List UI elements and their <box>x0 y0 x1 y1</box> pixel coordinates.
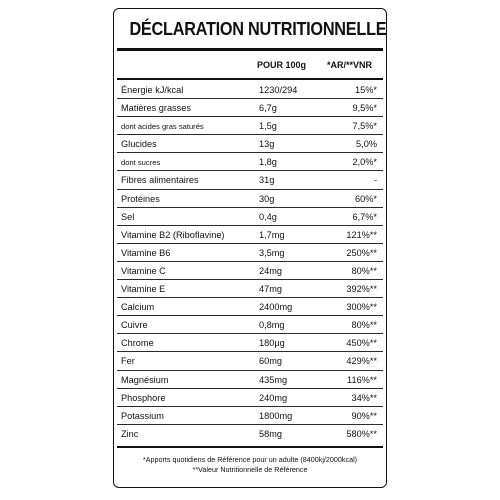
nutrient-reference-percent: 80%** <box>351 320 377 331</box>
table-row <box>117 280 383 298</box>
title-divider <box>117 48 383 51</box>
nutrient-name: Énergie kJ/kcal <box>121 85 184 95</box>
nutrient-name: dont acides gras saturés <box>121 122 204 132</box>
nutrient-value: 30g <box>259 193 275 204</box>
nutrient-reference-percent: 450%** <box>346 338 377 349</box>
footnote-nutrient-reference: **Valeur Nutritionnelle de Référence <box>192 465 308 474</box>
nutrient-reference-percent: 90%** <box>351 410 377 421</box>
table-row <box>117 371 383 389</box>
nutrient-name: Cuivre <box>121 320 148 331</box>
footnote-reference-intake: *Apports quotidiens de Référence pour un adulte (8400kj/2000kcal) <box>142 455 358 464</box>
nutrient-name: Calcium <box>121 302 155 313</box>
column-header-reference: *AR/**VNR <box>327 60 373 70</box>
nutrient-reference-percent: - <box>373 175 377 186</box>
table-row <box>117 226 383 244</box>
table-row <box>117 153 383 171</box>
nutrient-name: dont sucres <box>121 158 161 168</box>
table-row <box>117 99 383 117</box>
nutrient-reference-percent: 392%** <box>346 284 377 295</box>
nutrient-value: 6,7g <box>259 103 277 114</box>
nutrient-value: 31g <box>259 175 275 186</box>
nutrient-value: 24mg <box>259 265 282 276</box>
footer-divider <box>117 446 383 448</box>
nutrient-value: 13g <box>259 139 275 150</box>
nutrient-value: 240mg <box>259 392 288 403</box>
table-row <box>117 352 383 370</box>
nutrient-reference-percent: 6,7%* <box>352 211 377 222</box>
nutrient-reference-percent: 300%** <box>346 302 377 313</box>
nutrient-value: 180µg <box>259 338 285 349</box>
nutrient-reference-percent: 7,5%* <box>352 121 377 132</box>
nutrient-name: Fer <box>121 356 135 367</box>
table-row <box>117 407 383 425</box>
nutrient-name: Magnésium <box>121 374 169 385</box>
nutrient-value: 1230/294 <box>259 85 298 95</box>
nutrient-reference-percent: 429%** <box>346 356 377 367</box>
nutrient-name: Potassium <box>121 410 164 421</box>
nutrient-value: 1,7mg <box>259 229 285 240</box>
nutrient-value: 1800mg <box>259 410 293 421</box>
nutrient-value: 60mg <box>259 356 282 367</box>
nutrient-value: 3,5mg <box>259 247 285 258</box>
nutrient-value: 0,8mg <box>259 320 285 331</box>
nutrient-reference-percent: 34%** <box>351 392 377 403</box>
table-row <box>117 316 383 334</box>
nutrient-reference-percent: 5,0% <box>356 139 377 150</box>
nutrient-value: 47mg <box>259 284 282 295</box>
nutrient-reference-percent: 2,0%* <box>352 157 377 168</box>
nutrient-value: 0,4g <box>259 211 277 222</box>
nutrient-name: Protéines <box>121 193 160 204</box>
nutrient-reference-percent: 80%** <box>351 265 377 276</box>
table-row <box>117 425 383 443</box>
nutrient-reference-percent: 116%** <box>347 374 377 385</box>
nutrient-value: 58mg <box>259 428 282 439</box>
nutrient-reference-percent: 250%** <box>346 247 377 258</box>
nutrient-name: Vitamine C <box>121 265 166 276</box>
table-row <box>117 208 383 226</box>
column-header-per-100g: POUR 100g <box>257 60 307 70</box>
nutrient-reference-percent: 580%** <box>346 428 377 439</box>
nutrition-table <box>117 81 383 443</box>
nutrient-name: Vitamine B6 <box>121 247 171 258</box>
nutrient-reference-percent: 15%* <box>355 85 377 95</box>
table-row <box>117 117 383 135</box>
table-row <box>117 389 383 407</box>
table-row <box>117 262 383 280</box>
nutrient-name: Zinc <box>121 428 139 439</box>
nutrient-name: Fibres alimentaires <box>121 175 199 186</box>
nutrient-value: 2400mg <box>259 302 293 313</box>
table-row <box>117 298 383 316</box>
table-row <box>117 190 383 208</box>
nutrient-reference-percent: 121%** <box>346 229 377 240</box>
nutrient-name: Vitamine B2 (Riboflavine) <box>121 229 225 240</box>
table-row <box>117 334 383 352</box>
nutrient-name: Vitamine E <box>121 284 166 295</box>
nutrient-value: 1,5g <box>259 121 277 132</box>
table-row <box>117 81 383 99</box>
label-title: DÉCLARATION NUTRITIONNELLE <box>129 18 387 39</box>
nutrient-value: 1,8g <box>259 157 277 168</box>
nutrient-name: Chrome <box>121 338 154 349</box>
nutrient-value: 435mg <box>259 374 288 385</box>
nutrient-name: Sel <box>121 211 135 222</box>
table-row <box>117 244 383 262</box>
table-row <box>117 135 383 153</box>
table-row <box>117 171 383 189</box>
nutrient-reference-percent: 9,5%* <box>352 103 377 114</box>
nutrient-reference-percent: 60%* <box>355 193 377 204</box>
header-divider <box>117 78 383 80</box>
nutrient-name: Phosphore <box>121 392 166 403</box>
nutrient-name: Matières grasses <box>121 103 191 114</box>
nutrient-name: Glucides <box>121 139 157 150</box>
